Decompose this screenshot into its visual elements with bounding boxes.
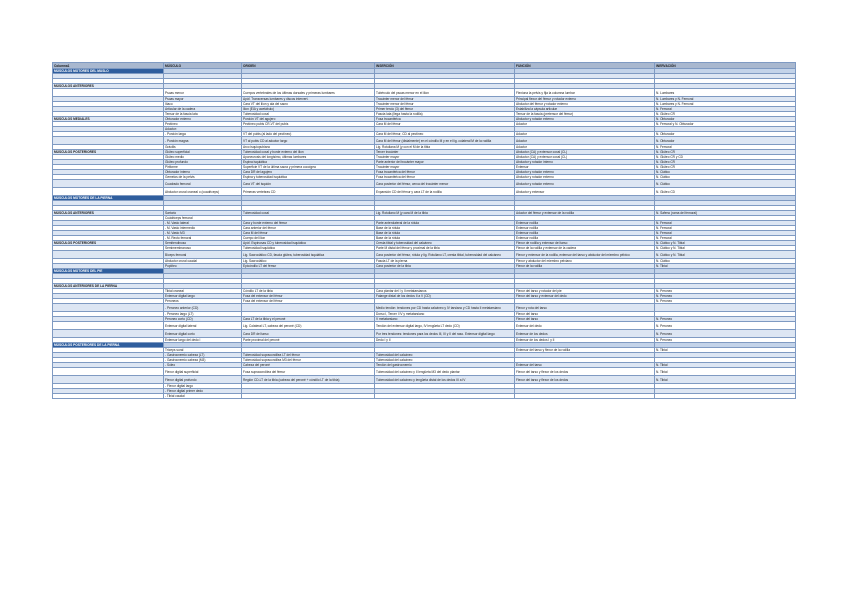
insertion-cell[interactable]: Cara M del fémur <box>375 122 515 127</box>
innervation-cell[interactable]: N. Femoral <box>655 236 796 241</box>
origin-cell[interactable]: Fosa del extensor del fémur <box>242 294 375 299</box>
origin-cell[interactable] <box>242 394 375 399</box>
origin-cell[interactable]: Cóndilo LT de la tibia <box>242 289 375 294</box>
group-cell[interactable]: MÚSCULOS POSTERIORES <box>53 241 164 246</box>
innervation-cell[interactable]: N. Tibial <box>655 264 796 269</box>
function-cell[interactable]: Flexor y abductor del miembro pelviano <box>515 259 655 264</box>
function-cell[interactable]: Flexor del tarso y flexor de los dedos <box>515 368 655 376</box>
table-row <box>53 368 796 376</box>
origin-cell[interactable]: Apóf. Espinosas CD y tuberosidad isquiática <box>242 241 375 246</box>
function-cell[interactable]: Flexor de la rodilla y extensor de la cadera <box>515 246 655 251</box>
function-cell[interactable]: Extensor rodilla <box>515 236 655 241</box>
origin-cell[interactable]: VT al pubis CD al aductor largo <box>242 137 375 145</box>
insertion-cell[interactable]: Parte anterior del trocánter mayor <box>375 160 515 165</box>
innervation-cell[interactable] <box>655 304 796 312</box>
function-cell[interactable]: Abductor y rotador externo <box>515 175 655 180</box>
origin-cell[interactable]: Tuberosidad supracondilea LT del fémur <box>242 353 375 358</box>
function-cell[interactable]: Extensor de los dedos <box>515 330 655 338</box>
group-cell[interactable]: MÚSCULOS MEDIALES <box>53 117 164 122</box>
muscle-cell[interactable]: - Flexor digital primer dedo <box>164 389 242 394</box>
origin-cell[interactable]: Fosa del extensor del fémur <box>242 299 375 304</box>
function-cell[interactable]: Abductor del fémur y rotador externo <box>515 102 655 107</box>
insertion-cell[interactable]: Tuberosidad del calcáneo <box>375 353 515 358</box>
muscle-cell[interactable]: Articular de la cadera <box>164 107 242 112</box>
origin-cell[interactable]: Cara anterior del fémur <box>242 226 375 231</box>
origin-cell[interactable] <box>242 304 375 312</box>
muscle-cell[interactable]: Obturador externo <box>164 117 242 122</box>
insertion-cell[interactable] <box>375 394 515 399</box>
origin-cell[interactable]: Apóf. Transversas lumbares y discos intervert. <box>242 97 375 102</box>
function-cell[interactable]: Flexor y rota del tarso <box>515 304 655 312</box>
function-cell[interactable]: Extensor rodilla <box>515 231 655 236</box>
insertion-cell[interactable]: Trocánter mayor <box>375 165 515 170</box>
muscle-cell[interactable]: Psoas mayor <box>164 97 242 102</box>
function-cell[interactable]: Estabiliza la cápsula articular <box>515 107 655 112</box>
table-row <box>53 322 796 330</box>
group-cell[interactable]: MÚSCULOS ANTERIORES <box>53 84 164 89</box>
muscle-cell[interactable]: Extensor largo del dedo I <box>164 338 242 343</box>
table-row <box>53 376 796 384</box>
innervation-cell[interactable]: N. Glúteo CD <box>655 188 796 196</box>
function-cell[interactable]: Flexor del tarso y flexor de los dedos <box>515 376 655 384</box>
innervation-cell[interactable]: N. Glúteo CR <box>655 112 796 117</box>
function-cell[interactable]: Aductor <box>515 137 655 145</box>
innervation-cell[interactable]: N. Ciático y N. Tibial <box>655 251 796 259</box>
insertion-cell[interactable]: Primer tercio (3) del fémur <box>375 107 515 112</box>
group-cell[interactable]: MÚSCULOS MOTORES DEL MUSLO <box>53 69 164 74</box>
insertion-cell[interactable]: Fascia lata (llega hasta la rodilla) <box>375 112 515 117</box>
innervation-cell[interactable]: N. Peroneo <box>655 289 796 294</box>
insertion-cell[interactable]: Tendón del extensor digital largo, IV lengüeta LT dedo (CD) <box>375 322 515 330</box>
header-cell-origen[interactable]: ORIGEN <box>242 63 375 69</box>
innervation-cell[interactable]: N. Tibial <box>655 363 796 368</box>
innervation-cell[interactable]: N. Ciático <box>655 175 796 180</box>
origin-cell[interactable]: Lig. Colateral LT, cabeza del peroné (CD) <box>242 322 375 330</box>
innervation-cell[interactable]: N. Femoral <box>655 226 796 231</box>
origin-cell[interactable]: Tuberosidad coxal <box>242 211 375 216</box>
insertion-cell[interactable]: Cara M del fémur (distalmente) en el cóndilo M y en el lig. colateral M de la rodilla <box>375 137 515 145</box>
insertion-cell[interactable]: Tubérculo del psoas menor en el ilion <box>375 89 515 97</box>
origin-cell[interactable]: Cara DR del tarso <box>242 330 375 338</box>
muscle-cell[interactable]: - Porción larga <box>164 132 242 137</box>
insertion-cell[interactable]: Lig. Rotuliana M (y con el M de la tibia <box>375 145 515 150</box>
header-cell-inervacion[interactable]: INERVACIÓN <box>655 63 796 69</box>
innervation-cell[interactable]: N. Lumbares y N. Femoral <box>655 102 796 107</box>
group-cell[interactable] <box>53 376 164 384</box>
muscle-cell[interactable]: - Sóleo <box>164 363 242 368</box>
group-cell[interactable] <box>53 180 164 188</box>
muscle-cell[interactable]: Extensor digital corto <box>164 330 242 338</box>
origin-cell[interactable]: Tuberosidad supracondilea M3 del fémur <box>242 358 375 363</box>
insertion-cell[interactable]: Base de la rótula <box>375 236 515 241</box>
function-cell[interactable]: Aductor <box>515 122 655 127</box>
table-row <box>53 251 796 259</box>
insertion-cell[interactable]: Dorso I, Tercer I IV y metatarsiano <box>375 312 515 317</box>
function-cell[interactable]: Aductor del fémur y extensor de la rodilla <box>515 211 655 216</box>
muscle-cell[interactable]: - Flexor digital largo <box>164 384 242 389</box>
innervation-cell[interactable]: N. Ciático <box>655 170 796 175</box>
group-cell[interactable]: MÚSCULOS ANTERIORES <box>53 211 164 216</box>
muscle-cell[interactable]: - M. Recto femoral <box>164 236 242 241</box>
muscle-cell[interactable]: Abductor crural craneal o (cuadriceps) <box>164 188 242 196</box>
insertion-cell[interactable]: Cara posterior del fémur, cerca del trocánter menor <box>375 180 515 188</box>
origin-cell[interactable]: Cara VT del ilion y ala del sacro <box>242 102 375 107</box>
muscle-cell[interactable]: Sartorio <box>164 211 242 216</box>
origin-cell[interactable]: Tuberosidad coxal y borde externo del ilion <box>242 150 375 155</box>
insertion-cell[interactable]: Tuberosidad del calcáneo y II lengüeta M3 del dedo plantar <box>375 368 515 376</box>
insertion-cell[interactable]: Tuberosidad del calcáneo y lengüeta distal de los dedos III a IV <box>375 376 515 384</box>
function-cell[interactable]: Extensor del tarso <box>515 363 655 368</box>
muscle-cell[interactable]: Flexor digital superficial <box>164 368 242 376</box>
muscle-cell[interactable]: Ilíaco <box>164 102 242 107</box>
innervation-cell[interactable]: N. Femoral <box>655 107 796 112</box>
innervation-cell[interactable]: N. Femoral y N. Obturador <box>655 122 796 127</box>
muscle-cell[interactable]: Cuadrado femoral <box>164 180 242 188</box>
muscle-cell[interactable]: Piriforme <box>164 165 242 170</box>
insertion-cell[interactable]: Cara M del fémur, CD al pectíneo <box>375 132 515 137</box>
function-cell[interactable]: Flexiona la pelvis y fija la columna lumbar <box>515 89 655 97</box>
muscle-cell[interactable]: - M. Vasto M3 <box>164 231 242 236</box>
innervation-cell[interactable]: N. Peroneo <box>655 317 796 322</box>
muscle-cell[interactable]: Aductor: <box>164 127 242 132</box>
function-cell[interactable]: Aductor <box>515 132 655 137</box>
insertion-cell[interactable]: Tendón del gastrocnemio <box>375 363 515 368</box>
group-cell[interactable] <box>53 394 164 399</box>
muscle-cell[interactable]: Bíceps femoral <box>164 251 242 259</box>
table-body <box>53 69 796 399</box>
origin-cell[interactable]: Cara VT del isquión <box>242 180 375 188</box>
muscle-cell[interactable]: Obturador interno <box>164 170 242 175</box>
muscle-cell[interactable]: - Porción magna <box>164 137 242 145</box>
function-cell[interactable]: Extensor rodilla <box>515 226 655 231</box>
function-cell[interactable]: Extensor del tarso y flexor de la rodilla <box>515 348 655 353</box>
function-cell[interactable]: Aductor <box>515 145 655 150</box>
muscle-cell[interactable]: Glúteo medio <box>164 155 242 160</box>
function-cell[interactable]: Abductor (CA) y extensor coxal (CL) <box>515 150 655 155</box>
function-cell[interactable]: Flexor del tarso y extensor del dedo <box>515 294 655 299</box>
muscle-cell[interactable]: Flexor digital profundo <box>164 376 242 384</box>
insertion-cell[interactable]: Fosa trocantérica del fémur <box>375 175 515 180</box>
innervation-cell[interactable]: N. Glúteo CR <box>655 160 796 165</box>
insertion-cell[interactable]: V metatarsiano <box>375 317 515 322</box>
function-cell[interactable]: Flexor del tarso <box>515 317 655 322</box>
muscle-cell[interactable]: Extensor digital lateral <box>164 322 242 330</box>
table-row <box>53 394 796 399</box>
origin-cell[interactable]: Ilion (EIA y acetábulo) <box>242 107 375 112</box>
innervation-cell[interactable]: N. Safeno (rama del femoral) <box>655 211 796 216</box>
insertion-cell[interactable]: Tercer trocánter <box>375 150 515 155</box>
muscle-cell[interactable]: Glúteo profundo <box>164 160 242 165</box>
group-cell[interactable] <box>53 89 164 97</box>
table-row <box>53 330 796 338</box>
innervation-cell[interactable]: N. Femoral <box>655 221 796 226</box>
insertion-cell[interactable]: Falange distal de los dedos II a V (CD) <box>375 294 515 299</box>
function-cell[interactable]: Abductor y rotador externo <box>515 117 655 122</box>
origin-cell[interactable]: Cara LT de la tibia y el peroné <box>242 317 375 322</box>
muscle-cell[interactable]: Semitendinoso <box>164 241 242 246</box>
origin-cell[interactable]: Superficie VT de la última sacra y primera coccígea <box>242 165 375 170</box>
group-cell[interactable]: MÚSCULOS ANTERIORES DE LA PIERNA <box>53 284 164 289</box>
insertion-cell[interactable]: Trocánter mayor <box>375 155 515 160</box>
insertion-cell[interactable]: Cara posterior de la tibia <box>375 264 515 269</box>
table-row <box>53 188 796 196</box>
muscle-cell[interactable]: Glúteo superficial <box>164 150 242 155</box>
origin-cell[interactable]: Aponeurosis del longísimo, últimas lumbares <box>242 155 375 160</box>
header-cell-columna1[interactable]: Columna1 <box>53 63 164 69</box>
function-cell[interactable]: Flexor de la rodilla <box>515 264 655 269</box>
origin-cell[interactable]: Cara M del fémur <box>242 231 375 236</box>
group-cell[interactable]: MÚSCULOS POSTERIORES DE LA PIERNA <box>53 343 164 348</box>
origin-cell[interactable]: Fosa supracondílea del fémur <box>242 368 375 376</box>
innervation-cell[interactable]: N. Peroneo <box>655 299 796 304</box>
origin-cell[interactable]: Pectíneo pubis CR-VT del pubis <box>242 122 375 127</box>
muscle-cell[interactable]: Psoas menor <box>164 89 242 97</box>
innervation-cell[interactable]: N. Lumbares y N. Femoral <box>655 97 796 102</box>
origin-cell[interactable]: Cara y borde externo del fémur <box>242 221 375 226</box>
muscle-cell[interactable]: Peroneos <box>164 299 242 304</box>
insertion-cell[interactable]: Dedo I y II <box>375 338 515 343</box>
origin-cell[interactable]: Tuberosidad isquiática <box>242 246 375 251</box>
origin-cell[interactable]: Espina isquiática <box>242 160 375 165</box>
origin-cell[interactable]: Lig. Sacrociático <box>242 259 375 264</box>
function-cell[interactable]: Flexor del tarso y rotador del pie <box>515 289 655 294</box>
function-cell[interactable]: Abductor y rotador interno <box>515 160 655 165</box>
muscle-cell[interactable]: Cuádriceps femoral <box>164 216 242 221</box>
table-row <box>53 89 796 97</box>
innervation-cell[interactable]: N. Peroneo <box>655 322 796 330</box>
innervation-cell[interactable]: N. Peroneo <box>655 330 796 338</box>
muscle-cell[interactable]: - Gastrocnemio cabeza (LT) <box>164 353 242 358</box>
muscle-cell[interactable]: Tibial craneal <box>164 289 242 294</box>
insertion-cell[interactable]: Fascia LT de la pierna <box>375 259 515 264</box>
innervation-cell[interactable]: N. Ciático <box>655 180 796 188</box>
function-cell[interactable]: Abductor y rotador externo <box>515 180 655 188</box>
muscle-cell[interactable]: - Gastrocnemio cabeza (M3) <box>164 358 242 363</box>
function-cell[interactable] <box>515 394 655 399</box>
group-cell[interactable] <box>53 251 164 259</box>
innervation-cell[interactable]: N. Obturador <box>655 137 796 145</box>
origin-cell[interactable]: Tuberosidad coxal <box>242 112 375 117</box>
group-cell[interactable]: MÚSCULOS MOTORES DE LA PIERNA <box>53 196 164 201</box>
muscle-cell[interactable]: Peroneo corto (CD) <box>164 317 242 322</box>
muscle-cell[interactable]: Abductor crural caudal <box>164 259 242 264</box>
insertion-cell[interactable]: Fosa trocantérica del fémur <box>375 170 515 175</box>
function-cell[interactable]: Abductor y extensor <box>515 188 655 196</box>
header-cell-funcion[interactable]: FUNCIÓN <box>515 63 655 69</box>
group-cell[interactable] <box>53 322 164 330</box>
origin-cell[interactable]: Cara DR del agujero <box>242 170 375 175</box>
muscle-cell[interactable]: Tríceps sural <box>164 348 242 353</box>
origin-cell[interactable]: Porción VT del agujero <box>242 117 375 122</box>
innervation-cell[interactable] <box>655 394 796 399</box>
group-cell[interactable] <box>53 330 164 338</box>
muscle-cell[interactable]: - Peroneo anterior (CD) <box>164 304 242 312</box>
insertion-cell[interactable]: Expansión CD del fémur y cara LT de la rodilla <box>375 188 515 196</box>
origin-cell[interactable]: Parte proximal del peroné <box>242 338 375 343</box>
origin-cell[interactable]: Espina y tuberosidad isquiática <box>242 175 375 180</box>
insertion-cell[interactable]: Parte anterolateral de la rótula <box>375 221 515 226</box>
function-cell[interactable]: Extensor <box>515 165 655 170</box>
insertion-cell[interactable]: Por tres tendones: tendones para los dedos III, III y II del raso. Extensor digital largo <box>375 330 515 338</box>
origin-cell[interactable]: Cuerpo del ilion <box>242 236 375 241</box>
function-cell[interactable]: Flexor del tarso <box>515 312 655 317</box>
muscle-cell[interactable]: Gemelos de la pelvis <box>164 175 242 180</box>
muscle-cell[interactable]: Extensor digital largo <box>164 294 242 299</box>
innervation-cell[interactable]: N. Femoral <box>655 231 796 236</box>
muscle-cell[interactable]: Tensor de la fascia lata <box>164 112 242 117</box>
muscle-cell[interactable]: Poplíteo <box>164 264 242 269</box>
function-cell[interactable]: Abductor (CA) y extensor coxal (CL) <box>515 155 655 160</box>
muscle-cell[interactable]: - M. Vasto intermedio <box>164 226 242 231</box>
origin-cell[interactable]: Arco isquiopubiano <box>242 145 375 150</box>
insertion-cell[interactable]: Trocánter menor del fémur <box>375 97 515 102</box>
group-cell[interactable] <box>53 137 164 145</box>
origin-cell[interactable]: Región CD-LT de la tibia (cabeza del peroné + cóndilo LT de la tibia) <box>242 376 375 384</box>
innervation-cell[interactable]: N. Lumbares <box>655 89 796 97</box>
insertion-cell[interactable]: Cara posterior del fémur, rótula y lig. Rotuliano LT, cresta tibial, tuberosidad del calcáneo <box>375 251 515 259</box>
innervation-cell[interactable]: N. Peroneo <box>655 294 796 299</box>
table-row <box>53 137 796 145</box>
insertion-cell[interactable]: Base de la rótula <box>375 231 515 236</box>
function-cell[interactable]: Principal flexor del fémur y rotador externo <box>515 97 655 102</box>
table-row <box>53 304 796 312</box>
muscle-cell[interactable]: - M. Vasto lateral <box>164 221 242 226</box>
insertion-cell[interactable]: Medio tendón: tendones por CD hasta calcáneo y IV tarsiano y CD hasta II metatarsiano <box>375 304 515 312</box>
innervation-cell[interactable]: N. Ciático <box>655 259 796 264</box>
function-cell[interactable]: Flexor y extensor de la rodilla, extensor del tarso y abductor del miembro pélvico <box>515 251 655 259</box>
insertion-cell[interactable]: Fosa trocantérica <box>375 117 515 122</box>
insertion-cell[interactable]: Lig. Rotuliano M (y cara M de la tibia <box>375 211 515 216</box>
innervation-cell[interactable]: N. Glúteo CR <box>655 165 796 170</box>
muscle-cell[interactable]: Semimembranoso <box>164 246 242 251</box>
origin-cell[interactable]: Primeras vertebras CD <box>242 188 375 196</box>
header-cell-insercion[interactable]: INSERCIÓN <box>375 63 515 69</box>
group-cell[interactable] <box>53 188 164 196</box>
innervation-cell[interactable]: N. Glúteo CR y CD <box>655 155 796 160</box>
innervation-cell[interactable]: N. Ciático y N. Tibial <box>655 241 796 246</box>
innervation-cell[interactable]: N. Tibial <box>655 368 796 376</box>
function-cell[interactable]: Abductor y rotador externo <box>515 170 655 175</box>
origin-cell[interactable]: VT del pubis (al lado del pectíneo) <box>242 132 375 137</box>
innervation-cell[interactable]: N. Femoral <box>655 145 796 150</box>
origin-cell[interactable]: Cuerpos vertebrales de los últimas dorsales y primeras lumbares <box>242 89 375 97</box>
innervation-cell[interactable]: N. Tibial <box>655 348 796 353</box>
innervation-cell[interactable]: N. Obturador <box>655 117 796 122</box>
group-cell[interactable]: MÚSCULOS POSTERIORES <box>53 150 164 155</box>
function-cell[interactable]: Tensor de la fascia (pretensor del fémur) <box>515 112 655 117</box>
header-cell-musculo[interactable]: MÚSCULO <box>164 63 242 69</box>
innervation-cell[interactable]: N. Glúteo CR <box>655 150 796 155</box>
table-row <box>53 180 796 188</box>
insertion-cell[interactable]: Cara plantar del I y II metatarsianos <box>375 289 515 294</box>
muscle-cell[interactable]: - Peroneo largo (LT) <box>164 312 242 317</box>
origin-cell[interactable]: Lig. Sacrociático CD, fascia glútea, tuberosidad isquiática <box>242 251 375 259</box>
function-cell[interactable]: Flexor de rodilla y extensor del tarso <box>515 241 655 246</box>
muscle-cell[interactable]: Pectíneo <box>164 122 242 127</box>
origin-cell[interactable]: Cabeza del peroné <box>242 363 375 368</box>
muscle-cell[interactable]: Grácilis <box>164 145 242 150</box>
muscle-table <box>52 62 796 399</box>
group-cell[interactable] <box>53 368 164 376</box>
insertion-cell[interactable]: Trocánter menor del fémur <box>375 102 515 107</box>
group-cell[interactable]: MÚSCULOS MOTORES DEL PIE <box>53 269 164 274</box>
function-cell[interactable]: Extensor del dedo <box>515 322 655 330</box>
innervation-cell[interactable]: N. Ciático y N. Tibial <box>655 246 796 251</box>
innervation-cell[interactable]: N. Tibial <box>655 376 796 384</box>
muscle-cell[interactable]: - Tibial caudal <box>164 394 242 399</box>
insertion-cell[interactable]: Parte M distal del fémur y proximal de la tibia <box>375 246 515 251</box>
innervation-cell[interactable]: N. Peroneo <box>655 338 796 343</box>
insertion-cell[interactable]: Tuberosidad del calcáneo <box>375 358 515 363</box>
function-cell[interactable]: Extensor rodilla <box>515 221 655 226</box>
group-cell[interactable] <box>53 304 164 312</box>
origin-cell[interactable]: Epicóndilo LT del fémur <box>242 264 375 269</box>
insertion-cell[interactable]: Cresta tibial y tuberosidad del calcáneo <box>375 241 515 246</box>
insertion-cell[interactable]: Base de la rótula <box>375 226 515 231</box>
function-cell[interactable]: Extensor de los dedos I y II <box>515 338 655 343</box>
innervation-cell[interactable]: N. Obturador <box>655 132 796 137</box>
